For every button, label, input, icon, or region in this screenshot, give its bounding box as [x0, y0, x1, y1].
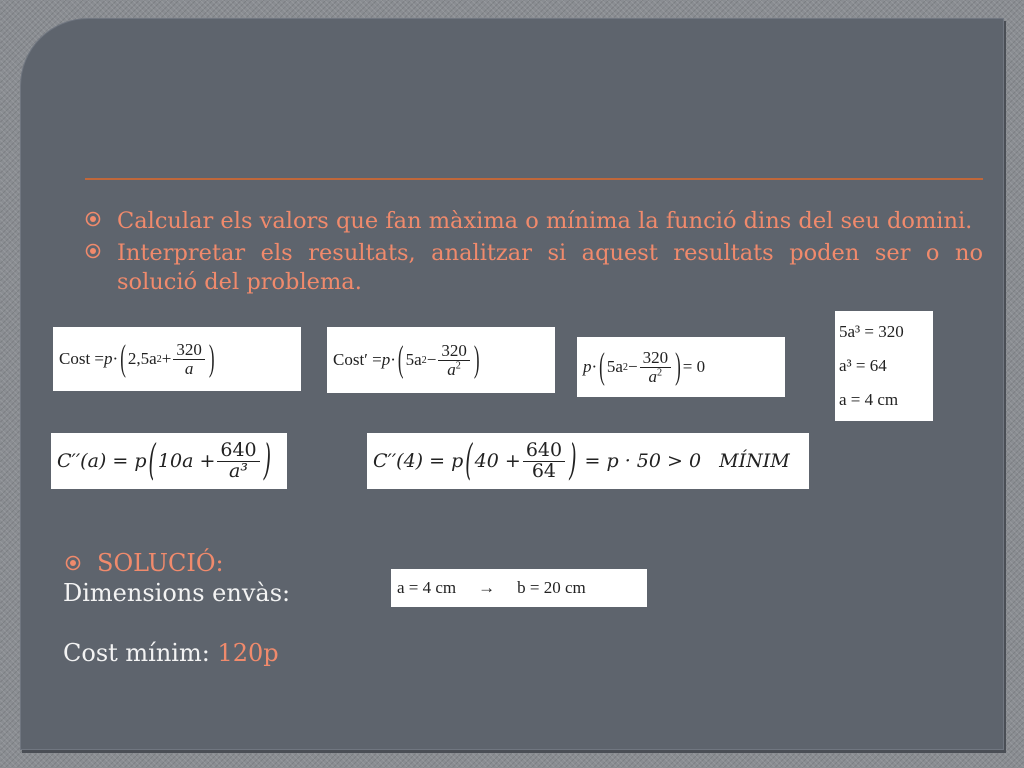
eq-text: − [426, 350, 437, 369]
solution-label: SOLUCIÓ: [97, 549, 224, 577]
bullet-text: Calcular els valors que fan màxima o mínima la funció dins del seu domini. [117, 208, 973, 234]
eq-text: · [591, 357, 598, 376]
fraction [640, 349, 672, 386]
eq-text: · [390, 350, 396, 369]
arrow-right-icon: → [478, 578, 496, 597]
frac-num: 320 [173, 341, 205, 360]
eq-exp: 2 [421, 354, 427, 366]
circle-dot-icon [65, 555, 81, 571]
eq-text: b = 20 cm [517, 578, 586, 597]
eq-line: a = 4 cm [839, 390, 899, 409]
bullet-text: Interpretar els resultats, analitzar si aquest resultats poden ser o no solució del problema. [117, 240, 983, 295]
paren-close: ) [675, 345, 681, 387]
eq-text: 10a + [157, 450, 216, 472]
eq-text: − [627, 357, 638, 376]
frac-num: 640 [217, 441, 259, 462]
equation-solve-a [835, 311, 933, 421]
slide [20, 18, 1004, 750]
eq-text: C′′(4) = p [373, 450, 464, 472]
eq-text: Cost = [59, 349, 105, 368]
eq-line: 5a³ = 320 [839, 322, 904, 341]
bullet-item [85, 239, 983, 297]
equation-second-derivative-at-4 [367, 433, 809, 489]
frac-num: 320 [438, 342, 470, 361]
frac-num: 640 [523, 441, 565, 462]
equation-second-derivative [51, 433, 287, 489]
paren-open: ( [120, 337, 126, 379]
eq-text: 5a [606, 357, 623, 376]
equation-cost-derivative [327, 327, 555, 393]
circle-dot-icon [85, 211, 101, 227]
paren-close: ) [473, 338, 480, 380]
eq-text: = 0 [682, 357, 706, 376]
equation-zero [577, 337, 785, 397]
eq-text: 5a [405, 350, 422, 369]
frac-den: a [447, 359, 456, 379]
paren-close: ) [208, 337, 215, 379]
dimensions-label: Dimensions envàs: [63, 579, 291, 607]
eq-line: a³ = 64 [839, 356, 887, 375]
fraction [438, 342, 470, 379]
bullet-item [85, 207, 983, 236]
eq-text: 2,5a [127, 349, 157, 368]
fraction [217, 438, 259, 482]
eq-text: = p · 50 > 0 MÍNIM [578, 450, 790, 472]
paren-open: ( [465, 436, 473, 486]
frac-den: a [648, 366, 658, 386]
paren-open: ( [599, 345, 605, 387]
eq-exp: 2 [156, 353, 162, 365]
eq-exp: 2 [657, 366, 663, 378]
eq-text: C′′(a) = p [57, 450, 147, 472]
eq-text: p [583, 357, 592, 376]
frac-num: 320 [640, 349, 672, 368]
fraction [523, 438, 565, 482]
eq-text: Cost′ = [333, 350, 382, 369]
eq-exp: 2 [622, 361, 628, 373]
circle-dot-icon [85, 243, 101, 259]
eq-text: a = 4 cm [397, 578, 457, 597]
dimensions-result [391, 569, 647, 607]
cost-min-line [63, 639, 279, 667]
eq-text: p [104, 349, 113, 368]
equation-cost [53, 327, 301, 391]
bullet-list [85, 207, 983, 300]
solution-heading [65, 549, 224, 577]
cost-value: 120p [217, 639, 279, 667]
eq-text: · [112, 349, 119, 368]
eq-text: 40 + [474, 450, 521, 472]
paren-close: ) [569, 436, 577, 486]
paren-close: ) [263, 436, 272, 486]
frac-den: 64 [531, 459, 557, 482]
title-divider [85, 178, 983, 180]
frac-den: a [184, 358, 194, 378]
eq-text: + [161, 349, 172, 368]
paren-open: ( [148, 436, 156, 486]
frac-den: a³ [229, 459, 248, 482]
paren-open: ( [397, 338, 404, 380]
fraction [173, 341, 205, 378]
cost-label: Cost mínim: [63, 639, 218, 667]
eq-exp: 2 [455, 359, 461, 371]
eq-text: p [381, 350, 391, 369]
